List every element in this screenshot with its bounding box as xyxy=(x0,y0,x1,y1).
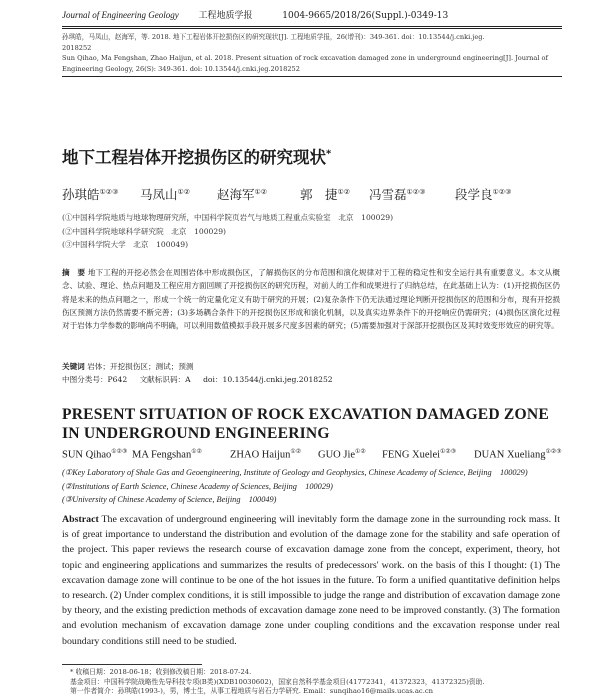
affiliation-zh: (①中国科学院地质与地球物理研究所，中国科学院页岩气与地质工程重点实验室 北京 100029) xyxy=(62,213,394,222)
footnote-author: 第一作者简介：孙琪皓(1993-)，男，博士生，从事工程地质与岩石力学研究. Email：sunqihao16@mails.ucas.ac.cn xyxy=(70,687,434,695)
citation-en-line: Sun Qihao, Ma Fengshan, Zhao Haijun, et al. 2018. Present situation of rock excavation damaged zone in underground engineering[J]. Journal of xyxy=(62,54,548,62)
doi-zh: doi：10.13544/j.cnki.jeg.2018252 xyxy=(203,375,333,384)
keywords-zh-text: 岩体；开挖损伤区；测试；预测 xyxy=(87,362,194,371)
citation-en-line: Engineering Geology, 26(S): 349-361. doi: 10.13544/j.cnki.jeg.2018252 xyxy=(62,64,300,73)
journal-name-en: Journal of Engineering Geology xyxy=(62,10,179,20)
author-zh: 郭 捷①② xyxy=(300,187,351,202)
author-en: ZHAO Haijun①② xyxy=(230,449,302,461)
affiliation-en: (②Institutions of Earth Science, Chinese Academy of Sciences, Beijing 100029) xyxy=(62,481,333,491)
header-rule-thin xyxy=(62,28,562,29)
author-en: GUO Jie①② xyxy=(318,449,366,461)
abstract-en xyxy=(62,512,560,649)
authors-en xyxy=(62,448,562,464)
classification-zh xyxy=(62,374,560,385)
keywords-zh-label: 关键词 xyxy=(62,362,85,371)
authors-zh xyxy=(62,185,562,205)
citation-rule xyxy=(62,76,562,77)
abstract-zh-label: 摘 要 xyxy=(62,268,86,277)
footnote-received: * 收稿日期：2018-06-18；收到修改稿日期：2018-07-24. xyxy=(70,668,252,676)
affiliations-en xyxy=(62,466,560,507)
citation-zh-line: 孙琪皓，马凤山，赵海军，等. 2018. 地下工程岩体开挖损伤区的研究现状[J]. 工程地质学报，26(增刊)：349-361. doi：10.13544/j.cnki.jeg. xyxy=(62,33,485,41)
author-en: DUAN Xueliang①②③ xyxy=(474,449,562,461)
author-zh: 赵海军①② xyxy=(217,187,268,202)
title-zh-text: 地下工程岩体开挖损伤区的研究现状 xyxy=(62,148,326,167)
author-zh: 段学良①②③ xyxy=(455,187,512,202)
author-zh: 冯雪磊①②③ xyxy=(369,187,426,202)
citation-block xyxy=(62,32,560,74)
author-zh: 孙琪皓①②③ xyxy=(62,187,119,202)
title-en: PRESENT SITUATION OF ROCK EXCAVATION DAMAGED ZONE IN UNDERGROUND ENGINEERING xyxy=(62,406,549,442)
footnote-rule xyxy=(62,664,202,665)
clc-number: 中图分类号：P642 xyxy=(62,375,128,384)
affiliation-zh: (③中国科学院大学 北京 100049) xyxy=(62,240,189,249)
affiliations-zh xyxy=(62,211,560,252)
title-footnote-mark: * xyxy=(326,148,332,160)
abstract-zh xyxy=(62,266,560,332)
abstract-en-label: Abstract xyxy=(62,514,99,525)
author-zh: 马凤山①② xyxy=(140,187,191,202)
citation-zh-line: 2018252 xyxy=(62,43,92,52)
journal-name-zh: 工程地质学报 xyxy=(198,11,253,21)
affiliation-zh: (②中国科学院地球科学研究院 北京 100029) xyxy=(62,226,227,236)
issue-code: 1004-9665/2018/26(Suppl.)-0349-13 xyxy=(282,11,449,21)
running-header xyxy=(62,8,562,24)
footnote-funding: 基金项目：中国科学院战略性先导科技专项(B类)(XDB10030602)，国家自然科学基金项目(41772341，41372323，41372325)资助. xyxy=(70,677,485,686)
author-en: SUN Qihao①②③ xyxy=(62,449,128,461)
abstract-en-text: The excavation of underground engineering will inevitably form the damage zone in the surrounding rock mass. It is of great importance to understand the distribution and evolution of the damage zone for the stability and safe operation of the project. This paper reviews the research course of excavation damage zone from the concept, experiment, theory, hot topic and engineering applications and summarizes the results of predecessors' work. on the basis of this I thought: (1) The excavation damage zone will continue to be one of the hot issues in the future. To form a unified quantitative definition helps to research. (2) Under complex conditions, it is still impossible to judge the range and distribution of excavation damage zone by theory, and the existing prediction methods of excavation damage zone need to be improved constantly. (3) The formation and evolution mechanism of excavation damage zone under coupling conditions and the excavation response under real boundary conditions still need to be studied. xyxy=(62,514,560,647)
abstract-zh-text: 地下工程的开挖必然会在周围岩体中形成损伤区，了解损伤区的分布范围和演化规律对于工程的稳定性和安全运行具有重要意义。本文从概念、试验、理论、热点问题及工程应用方面回顾了开挖损伤区的研究历程，对前人的工作和成果进行了归纳总结，在此基础上认为：(1)开挖损伤区仍将是未来的热点问题之一，形成一个统一的定量化定义有助于研究的开展；(2)复杂条件下仍无法通过理论判断开挖损伤区的范围和分布，现有开挖损伤区预测方法仍然需要不断完善；(3)多场耦合条件下的开挖损伤区形成和演化机制，以及真实边界条件下的开挖响应仍需研究；(4)损伤区演化过程对于岩体力学参数的影响尚不明确，可以利用数值模拟手段开展多尺度多因素的研究；(5)需要加强对于深部开挖损伤区及其时效变形效应的研究等。 xyxy=(62,268,561,331)
footnotes xyxy=(70,668,560,697)
keywords-zh xyxy=(62,361,560,372)
header-rule xyxy=(62,26,562,27)
affiliation-en: (①Key Laboratory of Shale Gas and Geoengineering, Institute of Geology and Geophysics, Chinese Academy of Science, Beijing 100029) xyxy=(62,468,528,477)
affiliation-en: (③University of Chinese Academy of Science, Beijing 100049) xyxy=(62,495,277,505)
author-en: MA Fengshan①② xyxy=(132,449,202,461)
document-code: 文献标识码：A xyxy=(139,375,191,384)
title-zh xyxy=(62,144,331,168)
author-en: FENG Xuelei①②③ xyxy=(382,449,457,461)
